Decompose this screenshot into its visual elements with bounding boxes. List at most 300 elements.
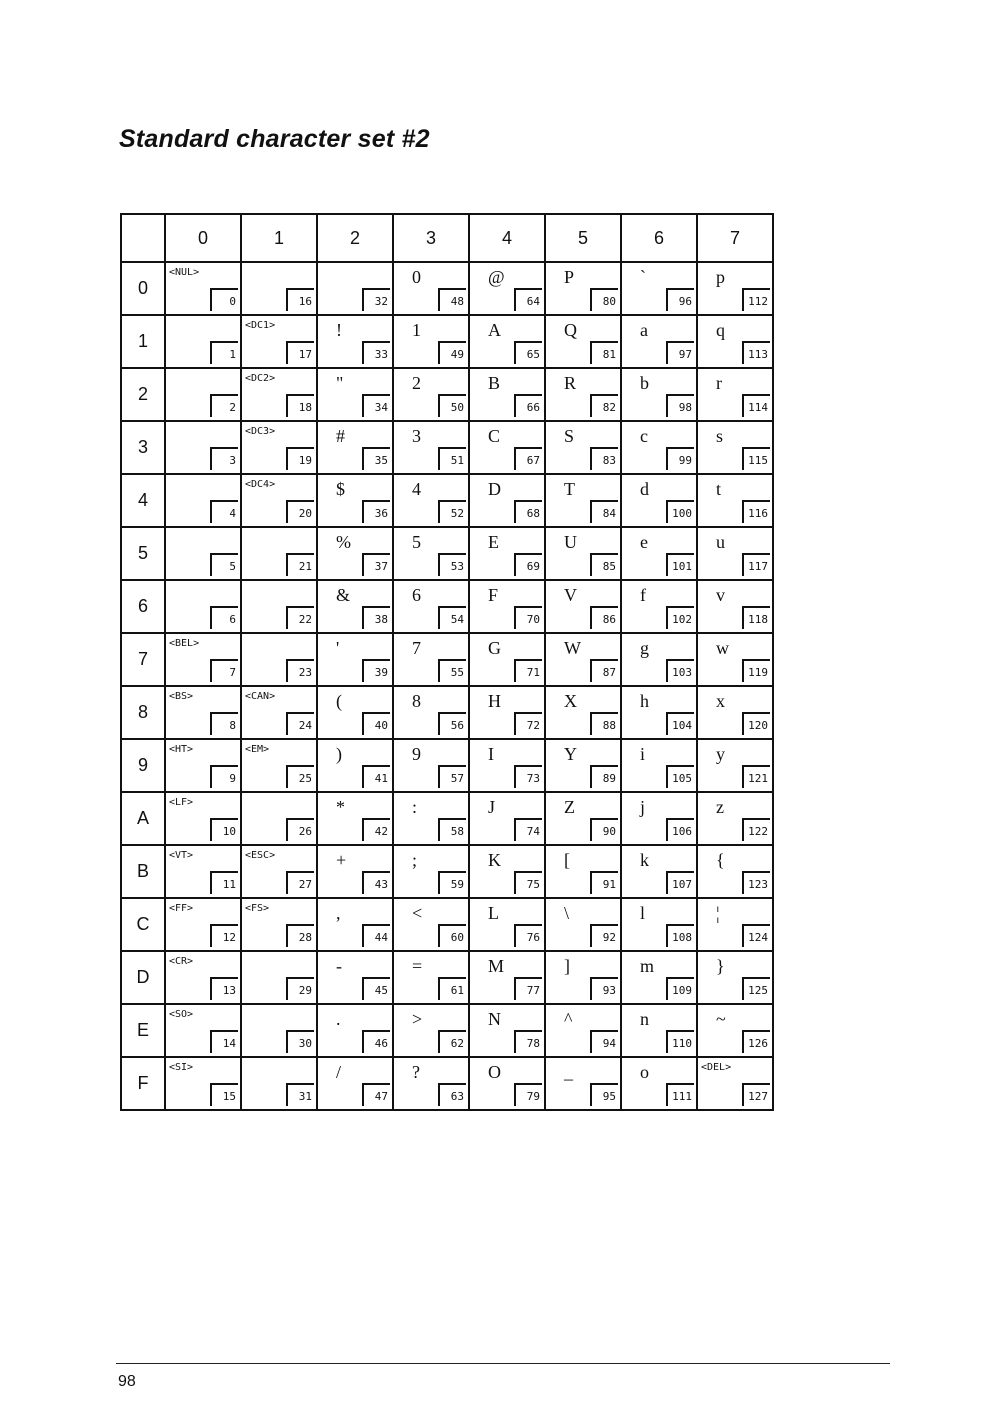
character-glyph: <DC1>: [245, 320, 276, 331]
character-cell: [393, 527, 469, 580]
character-code: 114: [742, 394, 770, 417]
character-glyph: g: [640, 638, 649, 658]
character-cell: [393, 262, 469, 315]
character-code: 47: [362, 1083, 390, 1106]
character-glyph: ;: [412, 850, 418, 870]
character-glyph: e: [640, 532, 648, 552]
character-code: 49: [438, 341, 466, 364]
character-cell: [545, 262, 621, 315]
character-code: 78: [514, 1030, 542, 1053]
character-cell: [545, 686, 621, 739]
character-cell: [469, 951, 545, 1004]
character-glyph: +: [336, 850, 347, 870]
character-code: 97: [666, 341, 694, 364]
character-glyph: B: [488, 373, 501, 393]
character-code: 72: [514, 712, 542, 735]
character-cell: [241, 739, 317, 792]
character-cell: [545, 315, 621, 368]
character-cell: [697, 845, 773, 898]
character-glyph: .: [336, 1009, 341, 1029]
character-glyph: <CAN>: [245, 691, 276, 702]
table-row: [121, 580, 773, 633]
character-glyph: Z: [564, 797, 575, 817]
character-code: 7: [210, 659, 238, 682]
character-cell: [393, 580, 469, 633]
character-code: 2: [210, 394, 238, 417]
character-code: 104: [666, 712, 694, 735]
character-code: 63: [438, 1083, 466, 1106]
character-code: 55: [438, 659, 466, 682]
character-glyph: I: [488, 744, 494, 764]
character-glyph: c: [640, 426, 648, 446]
character-cell: [545, 1004, 621, 1057]
character-code: 89: [590, 765, 618, 788]
character-cell: [469, 739, 545, 792]
character-glyph: C: [488, 426, 501, 446]
page-number: 98: [118, 1373, 136, 1390]
character-cell: [469, 1004, 545, 1057]
character-code: 91: [590, 871, 618, 894]
character-cell: [241, 262, 317, 315]
character-glyph: q: [716, 320, 725, 340]
character-cell: [545, 739, 621, 792]
character-cell: [241, 527, 317, 580]
character-cell: [697, 686, 773, 739]
table-row: [121, 951, 773, 1004]
character-code: 120: [742, 712, 770, 735]
character-glyph: &: [336, 585, 351, 605]
character-code: 121: [742, 765, 770, 788]
character-cell: [241, 686, 317, 739]
character-glyph: H: [488, 691, 501, 711]
character-code: 56: [438, 712, 466, 735]
character-cell: [241, 951, 317, 1004]
character-cell: [165, 845, 241, 898]
character-code: 125: [742, 977, 770, 1000]
character-glyph: `: [640, 267, 646, 287]
character-cell: [241, 898, 317, 951]
character-cell: [469, 686, 545, 739]
character-glyph: <VT>: [169, 850, 194, 861]
character-code: 64: [514, 288, 542, 311]
character-cell: [621, 686, 697, 739]
character-cell: [241, 633, 317, 686]
character-glyph: U: [564, 532, 577, 552]
character-cell: [165, 1004, 241, 1057]
character-code: 54: [438, 606, 466, 629]
column-header: 3: [393, 214, 469, 262]
character-glyph: Q: [564, 320, 577, 340]
character-code: 107: [666, 871, 694, 894]
character-code: 37: [362, 553, 390, 576]
character-cell: [697, 951, 773, 1004]
character-cell: [469, 368, 545, 421]
character-code: 116: [742, 500, 770, 523]
character-glyph: 9: [412, 744, 421, 764]
table-row: [121, 845, 773, 898]
character-cell: [165, 1057, 241, 1110]
character-cell: [621, 580, 697, 633]
character-cell: [697, 262, 773, 315]
character-cell: [545, 474, 621, 527]
character-cell: [469, 315, 545, 368]
character-cell: [697, 580, 773, 633]
column-header-row: [121, 214, 773, 262]
character-glyph: $: [336, 479, 345, 499]
column-header: 2: [317, 214, 393, 262]
column-header: 4: [469, 214, 545, 262]
character-code: 6: [210, 606, 238, 629]
column-header: 7: [697, 214, 773, 262]
character-glyph: T: [564, 479, 575, 499]
character-glyph: l: [640, 903, 646, 923]
character-glyph: o: [640, 1062, 649, 1082]
character-glyph: {: [716, 850, 725, 870]
character-code: 29: [286, 977, 314, 1000]
character-cell: [697, 527, 773, 580]
character-glyph: 1: [412, 320, 421, 340]
character-cell: [241, 845, 317, 898]
character-code: 57: [438, 765, 466, 788]
character-code: 0: [210, 288, 238, 311]
column-header: 6: [621, 214, 697, 262]
row-header: 5: [121, 527, 165, 580]
row-header: 6: [121, 580, 165, 633]
character-glyph: 3: [412, 426, 421, 446]
character-cell: [697, 315, 773, 368]
character-code: 1: [210, 341, 238, 364]
character-code: 52: [438, 500, 466, 523]
character-cell: [545, 580, 621, 633]
character-cell: [545, 1057, 621, 1110]
character-cell: [317, 474, 393, 527]
character-glyph: z: [716, 797, 724, 817]
character-cell: [697, 421, 773, 474]
table-row: [121, 421, 773, 474]
character-cell: [469, 633, 545, 686]
row-header: E: [121, 1004, 165, 1057]
character-code: 44: [362, 924, 390, 947]
character-glyph: <FS>: [245, 903, 270, 914]
character-glyph: !: [336, 320, 342, 340]
character-glyph: %: [336, 532, 351, 552]
character-cell: [697, 1004, 773, 1057]
character-code: 11: [210, 871, 238, 894]
character-code: 113: [742, 341, 770, 364]
table-row: [121, 633, 773, 686]
character-cell: [241, 421, 317, 474]
character-cell: [393, 686, 469, 739]
character-glyph: 5: [412, 532, 421, 552]
character-code: 48: [438, 288, 466, 311]
character-glyph: X: [564, 691, 577, 711]
character-code: 124: [742, 924, 770, 947]
table-row: [121, 262, 773, 315]
character-glyph: <DC4>: [245, 479, 276, 490]
character-glyph: K: [488, 850, 501, 870]
character-cell: [317, 368, 393, 421]
character-code: 96: [666, 288, 694, 311]
character-glyph: ): [336, 744, 342, 764]
character-code: 70: [514, 606, 542, 629]
character-glyph: ": [336, 373, 344, 393]
character-cell: [165, 262, 241, 315]
character-cell: [621, 739, 697, 792]
character-code: 17: [286, 341, 314, 364]
character-glyph: <DC2>: [245, 373, 276, 384]
character-glyph: W: [564, 638, 581, 658]
character-code: 74: [514, 818, 542, 841]
character-cell: [393, 898, 469, 951]
character-cell: [545, 792, 621, 845]
character-code: 42: [362, 818, 390, 841]
character-glyph: x: [716, 691, 725, 711]
character-code: 35: [362, 447, 390, 470]
character-cell: [621, 951, 697, 1004]
character-code: 86: [590, 606, 618, 629]
character-cell: [621, 1004, 697, 1057]
character-cell: [469, 898, 545, 951]
row-header: 2: [121, 368, 165, 421]
row-header: A: [121, 792, 165, 845]
character-glyph: <NUL>: [169, 267, 200, 278]
character-glyph: G: [488, 638, 501, 658]
character-code: 118: [742, 606, 770, 629]
character-cell: [241, 792, 317, 845]
character-code: 25: [286, 765, 314, 788]
character-code: 71: [514, 659, 542, 682]
character-cell: [621, 421, 697, 474]
character-cell: [545, 845, 621, 898]
character-glyph: ~: [716, 1009, 726, 1029]
character-code: 80: [590, 288, 618, 311]
character-cell: [621, 898, 697, 951]
character-glyph: <BEL>: [169, 638, 200, 649]
character-glyph: 7: [412, 638, 421, 658]
character-cell: [165, 739, 241, 792]
character-glyph: v: [716, 585, 725, 605]
character-code: 38: [362, 606, 390, 629]
character-code: 14: [210, 1030, 238, 1053]
character-cell: [545, 951, 621, 1004]
character-glyph: =: [412, 956, 423, 976]
character-glyph: <HT>: [169, 744, 194, 755]
character-glyph: m: [640, 956, 655, 976]
character-cell: [469, 1057, 545, 1110]
character-code: 5: [210, 553, 238, 576]
character-code: 53: [438, 553, 466, 576]
character-code: 83: [590, 447, 618, 470]
character-cell: [241, 1057, 317, 1110]
character-glyph: <SO>: [169, 1009, 194, 1020]
character-code: 93: [590, 977, 618, 1000]
table-row: [121, 527, 773, 580]
character-code: 12: [210, 924, 238, 947]
character-glyph: n: [640, 1009, 649, 1029]
character-glyph: w: [716, 638, 729, 658]
character-cell: [545, 527, 621, 580]
character-cell: [393, 739, 469, 792]
character-code: 59: [438, 871, 466, 894]
character-code: 94: [590, 1030, 618, 1053]
character-code: 105: [666, 765, 694, 788]
character-code: 115: [742, 447, 770, 470]
character-code: 23: [286, 659, 314, 682]
character-cell: [621, 315, 697, 368]
character-code: 119: [742, 659, 770, 682]
character-code: 61: [438, 977, 466, 1000]
character-glyph: <DC3>: [245, 426, 276, 437]
character-code: 73: [514, 765, 542, 788]
character-code: 88: [590, 712, 618, 735]
character-cell: [545, 368, 621, 421]
character-cell: [621, 527, 697, 580]
character-glyph: a: [640, 320, 648, 340]
character-code: 28: [286, 924, 314, 947]
character-code: 126: [742, 1030, 770, 1053]
row-header: B: [121, 845, 165, 898]
character-cell: [545, 633, 621, 686]
character-cell: [393, 792, 469, 845]
character-cell: [317, 421, 393, 474]
character-glyph: <SI>: [169, 1062, 194, 1073]
character-glyph: <BS>: [169, 691, 194, 702]
character-cell: [469, 262, 545, 315]
character-code: 30: [286, 1030, 314, 1053]
character-glyph: F: [488, 585, 499, 605]
character-glyph: D: [488, 479, 501, 499]
character-cell: [317, 1057, 393, 1110]
character-code: 101: [666, 553, 694, 576]
character-glyph: ,: [336, 903, 341, 923]
character-glyph: (: [336, 691, 342, 711]
character-code: 69: [514, 553, 542, 576]
table-row: [121, 368, 773, 421]
character-code: 84: [590, 500, 618, 523]
character-code: 39: [362, 659, 390, 682]
character-cell: [621, 845, 697, 898]
row-header: 1: [121, 315, 165, 368]
character-code: 15: [210, 1083, 238, 1106]
character-glyph: ': [336, 638, 340, 658]
character-cell: [621, 633, 697, 686]
table-row: [121, 792, 773, 845]
character-cell: [393, 1004, 469, 1057]
character-cell: [469, 421, 545, 474]
character-code: 68: [514, 500, 542, 523]
character-glyph: R: [564, 373, 577, 393]
character-cell: [545, 898, 621, 951]
character-glyph: >: [412, 1009, 423, 1029]
character-code: 4: [210, 500, 238, 523]
character-glyph: Y: [564, 744, 577, 764]
row-header: 3: [121, 421, 165, 474]
table-row: [121, 898, 773, 951]
character-glyph: [: [564, 850, 570, 870]
character-cell: [469, 792, 545, 845]
character-code: 79: [514, 1083, 542, 1106]
character-code: 16: [286, 288, 314, 311]
character-code: 46: [362, 1030, 390, 1053]
character-cell: [317, 262, 393, 315]
character-glyph: @: [488, 267, 505, 287]
character-cell: [317, 686, 393, 739]
character-code: 66: [514, 394, 542, 417]
character-glyph: M: [488, 956, 505, 976]
page-title: Standard character set #2: [119, 125, 430, 153]
character-cell: [165, 527, 241, 580]
character-code: 50: [438, 394, 466, 417]
character-cell: [393, 474, 469, 527]
table-row: [121, 686, 773, 739]
character-glyph: <: [412, 903, 423, 923]
character-cell: [241, 474, 317, 527]
character-cell: [697, 633, 773, 686]
character-cell: [317, 1004, 393, 1057]
character-glyph: ^: [564, 1009, 573, 1029]
character-code: 77: [514, 977, 542, 1000]
character-cell: [317, 315, 393, 368]
character-code: 18: [286, 394, 314, 417]
character-glyph: i: [640, 744, 646, 764]
character-code: 32: [362, 288, 390, 311]
character-code: 106: [666, 818, 694, 841]
character-cell: [317, 951, 393, 1004]
character-code: 76: [514, 924, 542, 947]
character-cell: [393, 315, 469, 368]
character-glyph: <CR>: [169, 956, 194, 967]
character-glyph: y: [716, 744, 725, 764]
character-code: 90: [590, 818, 618, 841]
character-code: 21: [286, 553, 314, 576]
character-glyph: P: [564, 267, 575, 287]
character-code: 31: [286, 1083, 314, 1106]
character-code: 87: [590, 659, 618, 682]
character-glyph: V: [564, 585, 577, 605]
table-row: [121, 315, 773, 368]
character-cell: [241, 315, 317, 368]
column-header: 5: [545, 214, 621, 262]
character-code: 123: [742, 871, 770, 894]
character-glyph: N: [488, 1009, 501, 1029]
character-glyph: /: [336, 1062, 342, 1082]
character-glyph: 8: [412, 691, 421, 711]
character-glyph: j: [640, 797, 646, 817]
character-glyph: J: [488, 797, 496, 817]
character-code: 3: [210, 447, 238, 470]
column-header: 1: [241, 214, 317, 262]
character-cell: [165, 686, 241, 739]
row-header: 7: [121, 633, 165, 686]
character-cell: [393, 633, 469, 686]
character-cell: [317, 792, 393, 845]
character-code: 92: [590, 924, 618, 947]
character-code: 75: [514, 871, 542, 894]
character-cell: [469, 474, 545, 527]
character-glyph: *: [336, 797, 345, 817]
character-cell: [697, 368, 773, 421]
character-cell: [621, 1057, 697, 1110]
character-code: 117: [742, 553, 770, 576]
character-cell: [697, 792, 773, 845]
character-cell: [241, 580, 317, 633]
character-cell: [165, 792, 241, 845]
row-header: 0: [121, 262, 165, 315]
character-code: 36: [362, 500, 390, 523]
character-glyph: <ESC>: [245, 850, 276, 861]
character-glyph: r: [716, 373, 722, 393]
character-cell: [165, 580, 241, 633]
